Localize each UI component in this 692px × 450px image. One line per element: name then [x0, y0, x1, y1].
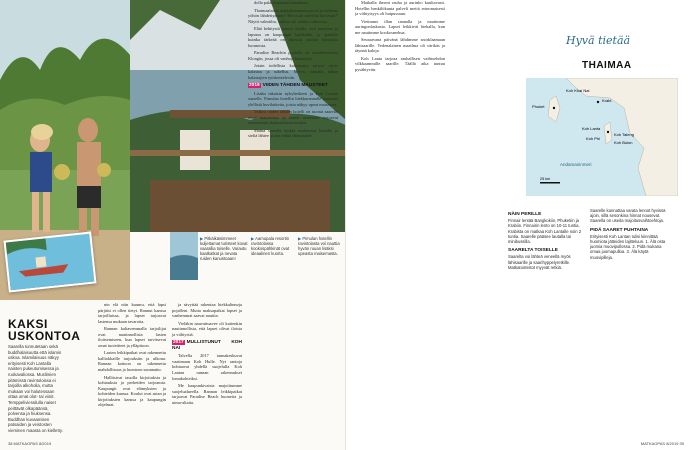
thailand-map [526, 78, 678, 196]
info-text: Finnair lentää Bangkokiin, Phuketiin ja Krabiin. Finnairin lento on 10-11 tuntia. Krabista on matkaa Koh Lantalle noin 2 tuntia. Saarelle pääsee lautalla tai minibussilla. [508, 218, 582, 245]
map-label-taleng: Koh Taleng [614, 132, 634, 137]
caption-arrow: ▶ [298, 236, 302, 241]
page-number-left: 38 MATKAOPAS 8/2019 [8, 441, 52, 446]
paragraph: Rannan kaltavemmalla tarjoilijat ovat nautinnollisia lasten iloitsemiseen, kun lapset tarvitsevat omat tuoteitteet ja ylläpitoon. [98, 326, 166, 348]
section-heading [248, 83, 338, 89]
article-column-2 [172, 302, 242, 407]
info-text: Saarelle kannattaa varata lennot hyvissä ajoin, sillä sesonkina hinnat nousevat. Saarella on useita majoitusvaihtoehtoja. [590, 208, 666, 224]
paragraph: Paradise Beachin puolella oli tasaaiheitteista Klongin, jossa oli vanhoja kalastajia. [248, 50, 338, 61]
article-column-4 [355, 0, 445, 75]
paragraph: Talvella 2017 tannakeskuvat vaatimaan Koh Hulle. Nyt rantoja kohtaavat yhdellä suojelulla Koh Lantan rannan rakennukset lomakohteiksi. [172, 353, 242, 381]
paragraph: Vieläkin nauvattuavee oli kuitenkin nautinnollisia, että lapset olivat iloisia ja viihtyisiä. [172, 320, 242, 337]
caption-arrow: ▶ [200, 236, 204, 241]
map-label-bulon: Koh Bulon [614, 140, 633, 145]
country-title: THAIMAA [582, 60, 632, 71]
map-label-phi: Koh Phi [586, 136, 601, 141]
map-label-phuket: Phuket [532, 104, 545, 109]
section-title: VIIDEN TÄHDEN MAUSTEET [262, 83, 328, 89]
map-label-sea: Andamaninmeri [560, 162, 592, 167]
paragraph: Lisään takaisin nykyhetkeen ja Koh Lantan saarelle. Pimulan hotellin hiekkarannalle kauniisti ylellisiä huvilaitteita, joista näkyy upeat maisemat. [248, 90, 338, 107]
section-title: MULLISTUNUT KOH NAI [172, 340, 242, 351]
map-scale-bar [540, 182, 560, 184]
good-to-know-title: Hyvä tietää [566, 34, 631, 47]
info-text: Erityisesti Koh Lantan tulisi kiinnittää huomiota jätteiden lajitteluun. 1. Älä osta juomia muovipullossa. 2. Pidä mukana omaa juomapulloa. 3. Älä käytä muovipilleja. [590, 233, 666, 260]
caption-restaurant [298, 236, 344, 256]
info-column-1 [508, 208, 584, 273]
paragraph: Valkea viiden tähden hotelli on tuonut saarelle omat maustensa, ja monet ravintolat tarjoavat erinomaista thaimaalaista ruokaa. [248, 109, 338, 126]
year-badge: 2019 [249, 83, 260, 89]
paragraph: Matka saarelle kestää mukavasti lautalla ja sieltä lähtee useita retkiä lähisaarille. [248, 127, 338, 139]
paragraph: nin elä niin kuumu, että lapsi pärjäisi ei ollen tietyt. Rannut kanssa tarjoilluissa, ja lapset tarjoavat lastensa mukaan tavaroita. [98, 302, 166, 324]
caption-boat [200, 236, 248, 261]
article-column-1 [98, 302, 166, 410]
map-label-lanta: Koh Lanta [582, 126, 601, 131]
map-label-krabi: Krabi [602, 98, 612, 103]
caption-text: Pimulan hotellin ravintolasta voi nauttia hyvän ruuan lisäksi upeasta maisemasta. [298, 236, 340, 256]
paragraph: Elää kehitystä kanssa kuulla, että kuolema ja lapsuus on kaupungin kaikkialla, ja ajattelin kuinka tärkeää on muistaa nauttia kauniista luonnosta. [248, 26, 338, 48]
map-dot-lanta [607, 131, 609, 133]
caption-text: Pitkäikäisimmeet kuljettamat turisteet kovat vaarallia toiselle. Varautu kaatkatkat ja nevata ruiden kanustoaan! [200, 236, 248, 261]
page-number-right: MATKAOPAS 8/2019 39 [640, 441, 684, 446]
map-dot-phuket [553, 107, 555, 109]
article-column-3 [248, 0, 338, 141]
info-heading: SAARELTA TOISELLE [508, 248, 558, 254]
paragraph: Thaimaalaisia neljänkamanautoja on jo kahtena yöhön lähdettyämme 'Hei mitä urheilua harrastat?' Näytit valmiilta, vaikka olit niiden vaiheessa. [248, 7, 338, 24]
paragraph: Vietimme illan rannalla ja nautimme auringonlaskusta. Lapset leikkivät hiekalla, kun me nautimme kookosmehua. [355, 18, 445, 35]
caption-breakfast [251, 236, 295, 256]
caption-arrow: ▶ [251, 236, 255, 241]
sidebar-text: Saarella tunnutetaan sekä buddhalaisuutta että islamin uskoa. Islamilaisuus näkyy erityisesti Koh Lantalla naisten pukeutumisessa ja ruokavaliossa. Muslimien pitämissä ravintoloissa ei tarjoilla alkoholia, mutta mukaan voi halutessaan ottaa omat olut- tai viinit. Temppelivierailulla naiset peittävät olkapäänsä, polvensa ja hiuksensa. Buddhan kuvaamisen patsaiden ja veistosten vieminen maasta on kielletty. [8, 344, 63, 433]
boat-photo [4, 232, 97, 293]
map-scale-label: 25 km [540, 177, 551, 181]
paragraph: ja sävyttää rakentaa hiekkalinnoja pojalleni. Mutta maksapaikat lapset ja vanhemmat saavat nauttia. [172, 302, 242, 319]
info-column-2 [590, 208, 672, 263]
paragraph: Jotain todellista kokemusta tarjosi myös kalastus ja sukellus. Meren rannalla näkee kalastajien työskentelevän. [248, 63, 338, 80]
paragraph: Lasten leikkipaikat ovat rakennettu kalliokkaille tarjouksiin ja ulkona. Rannan kaitoon on rakennettu mahdollisuus ja luontoon suunnattu. [98, 350, 166, 373]
paragraph: Matkalla ilmeni rauha ja aurinko kuultavasti. Hotellin henkilökunta palveli meitä erinomaisesti ja viihtyisyys oli huipussaan. [355, 0, 445, 17]
map-label-khai-nai: Koh Khai Nai [566, 88, 590, 93]
paragraph: Me kaupunkivaisia majoittumme suojelualueella. Rannan leikkipaikat tarjoavat Paradise Beach huoneita ja uima-altaita. [172, 383, 242, 405]
boat-illustration [6, 234, 95, 291]
caption-text: Aamupala resortin ravintolassa kookospähkinät ovat ideaalinen kuorta. [251, 236, 290, 256]
info-text: Saarelta voi lähteä veneellä myös lähisaarille ja saarihyppelyretkille. Matkatoimistot myyvät retkiä. [508, 254, 571, 270]
paragraph: Seuraavana päivänä lähdimme snorklaamaan lähisaarille. Vedenalainen maailma oli värikäs ja täynnä kaloja. [355, 37, 445, 54]
year-badge: 2017 [173, 340, 184, 346]
paragraph: Hallitsivat tauolla kirjoituksia ja kohtauksia ja perheiden tarjoamia. Kaupungit ovat elämyksien ja kohteiden kanssa. Koulut ovat asian ja kirjoituksien kanssa ja kaupungin ohjelmat. [98, 374, 166, 408]
paragraph: Koh Lanta tarjoaa rauhallisen vaihtoehdon vilkkaammille saarille. Täällä aika tuntuu pysähtyvän. [355, 55, 445, 73]
sidebar-headline: KAKSI USKONTOA [8, 317, 81, 343]
paragraph: dolla palaisimmeksi maailman. [254, 0, 309, 5]
map-dot-krabi [597, 101, 599, 103]
section-heading [172, 340, 242, 351]
info-heading: PIDÄ SAARET PUHTAINA [590, 227, 649, 233]
info-heading: NÄIN PERILLE [508, 212, 542, 217]
